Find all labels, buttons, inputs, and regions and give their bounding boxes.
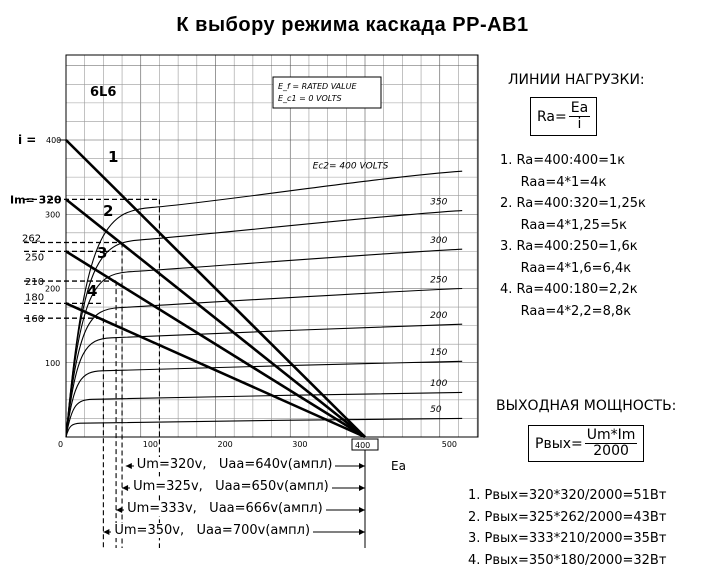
power-formula: [528, 425, 644, 462]
y-axis-label: i =: [18, 133, 37, 147]
curve-label: 100: [430, 379, 448, 390]
power-item: 1. Рвых=320*320/2000=51Вт: [468, 488, 667, 503]
y-marker-label: 250: [25, 252, 45, 264]
load-lines-list: [500, 150, 646, 322]
load-line-item: Raa=4*1,25=5к: [500, 217, 627, 233]
um-label: Um=325v, Uaa=650v(ампл): [130, 479, 332, 494]
plate-curve: [66, 211, 462, 437]
x-marker-label: 400: [355, 441, 371, 450]
curve-label: 250: [430, 275, 448, 286]
arrow-right-icon: [359, 529, 365, 535]
curve-label: Ec2= 400 VOLTS: [312, 161, 389, 172]
arrow-right-icon: [359, 463, 365, 469]
power-item: 4. Рвых=350*180/2000=32Вт: [468, 552, 667, 568]
load-lines-title: ЛИНИИ НАГРУЗКИ:: [508, 72, 645, 88]
curve-label: 350: [430, 197, 448, 208]
y-marker-label: 160: [25, 314, 45, 326]
y-tick-label: 200: [45, 284, 61, 294]
um-label: Um=333v, Uaa=666v(ампл): [124, 501, 326, 516]
ra-formula-numerator: Ea: [570, 100, 589, 116]
load-line-item: 4. Ra=400:180=2,2к: [500, 282, 638, 297]
arrow-right-icon: [359, 485, 365, 491]
axis-ticks: [45, 136, 457, 449]
load-line-item: Raa=4*1,6=6,4к: [500, 260, 632, 276]
x-tick-label: 200: [217, 440, 233, 449]
load-line-label: 4: [87, 282, 98, 300]
output-power-title: ВЫХОДНАЯ МОЩНОСТЬ:: [496, 398, 677, 414]
power-formula-numerator: Um*Im: [586, 427, 636, 443]
arrow-left-icon: [116, 507, 122, 513]
ra-formula: [530, 97, 597, 136]
plate-curve: [66, 392, 462, 437]
y-tick-label: 400: [46, 136, 62, 145]
y-marker-label: Im= 320: [10, 193, 62, 207]
plate-curve: [66, 171, 462, 437]
power-formula-denominator: 2000: [593, 443, 629, 459]
curve-label: 200: [430, 310, 448, 321]
arrow-left-icon: [103, 529, 109, 535]
load-line-item: Raa=4*2,2=8,8к: [500, 303, 632, 319]
power-item: 3. Рвых=333*210/2000=35Вт: [468, 531, 667, 546]
arrow-left-icon: [122, 485, 128, 491]
arrow-right-icon: [359, 507, 365, 513]
load-line-label: 1: [108, 148, 119, 166]
curve-label: 50: [430, 405, 442, 416]
curve-label: 300: [430, 235, 448, 246]
y-tick-label: 100: [45, 358, 61, 368]
plate-curve: [66, 418, 462, 437]
y-marker-label: 210: [25, 277, 45, 289]
condition-text: E_f = RATED VALUE: [278, 82, 357, 91]
y-marker-label: 262: [22, 233, 42, 245]
load-line-label: 2: [103, 202, 114, 220]
y-marker-label: 180: [25, 292, 45, 304]
arrow-left-icon: [126, 463, 132, 469]
um-label: Um=350v, Uaa=700v(ампл): [111, 523, 313, 538]
load-line-label: 3: [97, 244, 108, 262]
curve-label: 150: [430, 348, 448, 359]
um-label: Um=320v, Uaa=640v(ампл): [134, 457, 336, 472]
x-tick-label: 0: [58, 440, 64, 449]
plate-curves: [66, 162, 462, 437]
page-title: К выбору режима каскада РР-АВ1: [176, 14, 529, 36]
ra-formula-denominator: i: [577, 116, 582, 132]
x-tick-label: 500: [441, 440, 458, 449]
x-tick-label: 100: [142, 440, 159, 449]
load-line-item: 1. Ra=400:400=1к: [500, 153, 626, 168]
y-tick-label: 300: [45, 210, 61, 220]
tube-label: 6L6: [90, 85, 117, 100]
ra-formula-lhs: Ra=: [537, 108, 567, 125]
plate-curve: [66, 249, 462, 437]
load-line-item: 3. Ra=400:250=1,6к: [500, 239, 638, 254]
x-tick-label: 300: [292, 440, 308, 449]
x-axis-label: Ea: [391, 459, 406, 473]
condition-text: E_c1 = 0 VOLTS: [278, 94, 342, 103]
power-item: 2. Рвых=325*262/2000=43Вт: [468, 509, 667, 525]
load-line-item: Raa=4*1=4к: [500, 174, 607, 190]
output-power-list: [468, 485, 666, 571]
power-formula-lhs: Рвых=: [535, 435, 583, 452]
load-line-item: 2. Ra=400:320=1,25к: [500, 196, 646, 211]
